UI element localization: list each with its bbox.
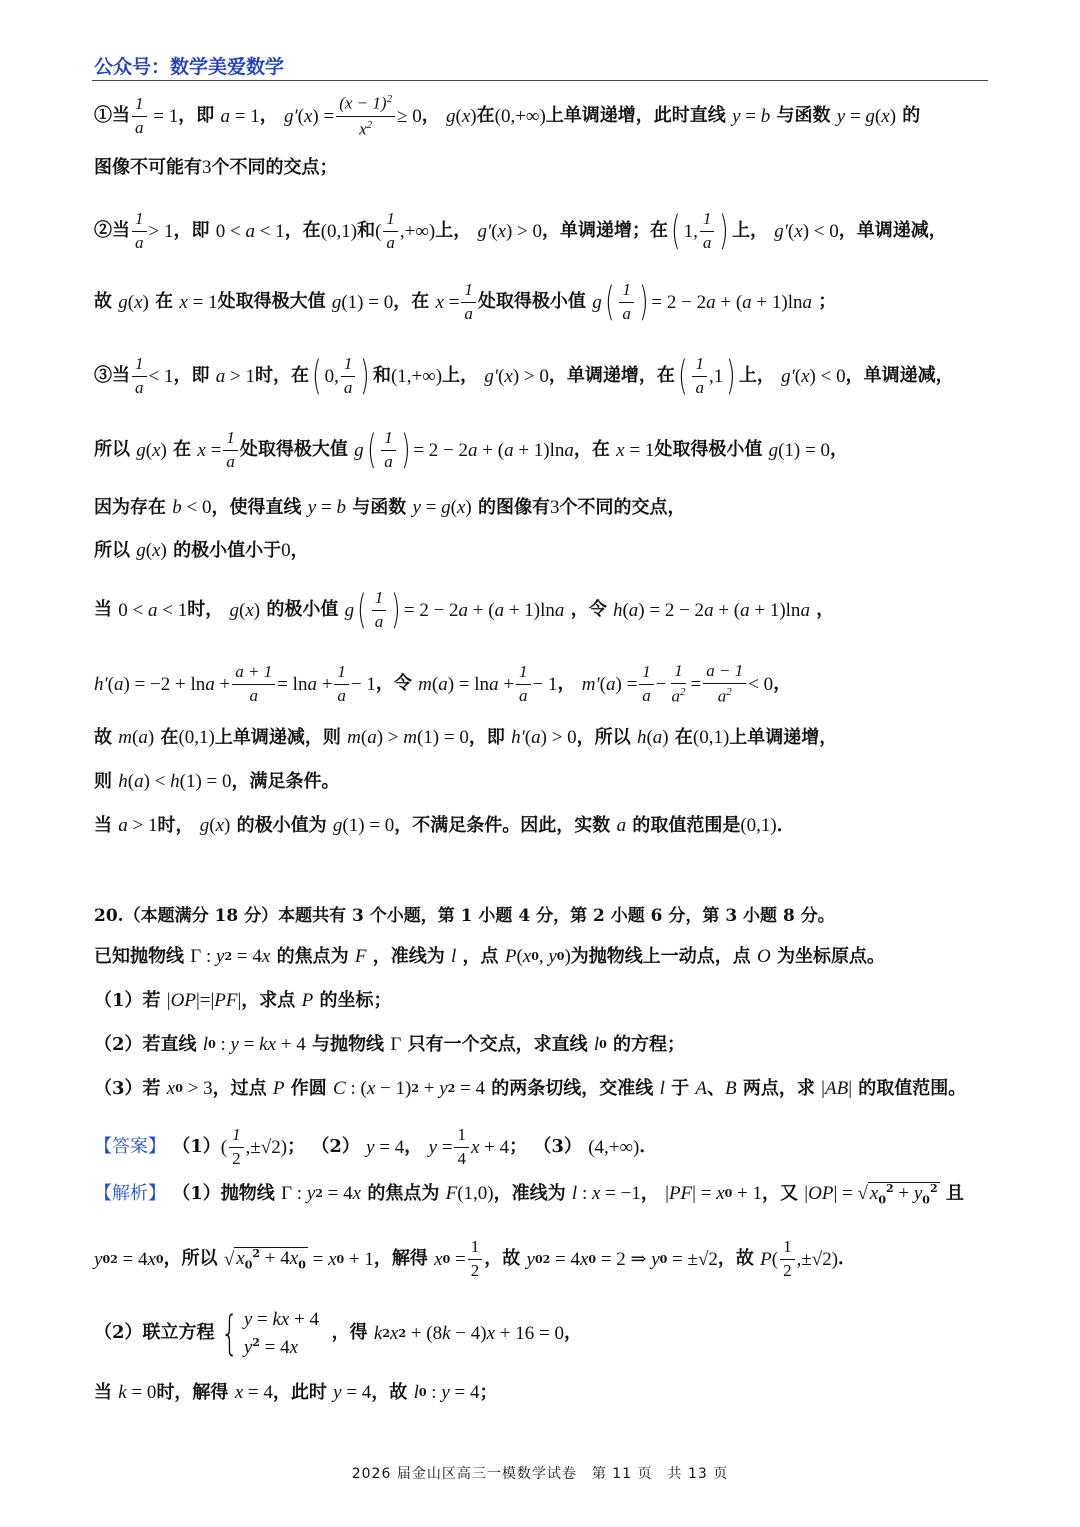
question-20-part-3: （3）若 x 0 > 3 ，过点 P 作圆 C : ( x − 1) 2 + y 2 = 4 的两条切线，交准线 l 于 A 、 B 两点，求 | AB | 的取值范围。 — [94, 1077, 967, 1099]
text-line: ②当 $\frac{1}{a}$ > 1 ，即 0 < a < 1 ，在 (0,1) 和 ( $\frac{1}{a}$ ,+∞) 上， g′ ( x ) > 0 ，单调递增；在 ( 1, $\frac{1}{a}$ ) 上， g′ ( x ) < 0 ，单调递减， — [94, 208, 947, 254]
text-line: 则 h ( a ) < h (1) = 0 ，满足条件。 — [94, 770, 340, 792]
analysis-line-1: 【解析】 （1）抛物线 Γ : y 2 = 4 x 的焦点为 F (1,0) ，准线为 l : x = −1 ， | PF | = x 0 + 1 ，又 | OP | = √ $x_0^2 + y_0^2$ 且 — [94, 1182, 964, 1207]
text-line: 所以 g ( x ) 在 x = $\frac{1}{a}$ 处取得极大值 g ( $\frac{1}{a}$ ) = 2 − 2 a + ( a + 1)ln a ，在 x = 1 处取得极小值 g (1) = 0 ， — [94, 427, 848, 473]
text-line: 所以 g ( x ) 的极小值小于 0 ， — [94, 539, 309, 561]
analysis-line-3: （2）联立方程 { y = kx + 4 $y^2 = 4x$ ，得 k 2 x 2 + (8 k − 4) x + 16 = 0 ， — [94, 1306, 582, 1360]
text-line: 故 g ( x ) 在 x = 1 处取得极大值 g (1) = 0 ，在 x = $\frac{1}{a}$ 处取得极小值 g ( $\frac{1}{a}$ ) = 2 − 2 a + ( a + 1)ln a ； — [94, 279, 837, 325]
question-20-stem: 已知抛物线 Γ : y 2 = 4 x 的焦点为 F ，准线为 l ，点 P ( x 0 , y 0 ) 为抛物线上一动点，点 O 为坐标原点。 — [94, 945, 886, 967]
text-line: 当 0 < a < 1 时， g ( x ) 的极小值 g ( $\frac{1}{a}$ ) = 2 − 2 a + ( a + 1)ln a ，令 h ( a ) = 2 − 2 a + ( a + 1)ln a ， — [94, 587, 835, 633]
analysis-line-4: 当 k = 0 时，解得 x = 4 ，此时 y = 4 ，故 l 0 : y = 4 ； — [94, 1381, 498, 1403]
header-title: 公众号：数学美爱数学 — [94, 56, 285, 78]
header-divider — [92, 80, 988, 81]
text-line: ③当 $\frac{1}{a}$ < 1 ，即 a > 1 时，在 ( 0, $\frac{1}{a}$ ) 和 (1,+∞) 上， g′ ( x ) > 0 ，单调递增，在 ( $\frac{1}{a}$ ,1 ) 上， g′ ( x ) < 0 ，单调递减， — [94, 353, 954, 399]
text-line: 当 a > 1 时， g ( x ) 的极小值为 g (1) = 0 ，不满足条件。因此，实数 a 的取值范围是 (0,1) ． — [94, 814, 795, 836]
analysis-tag: 【解析】 — [94, 1182, 166, 1204]
text-line: ①当 $\frac{1}{a}$ = 1 ，即 a = 1 ， g′ ( x ) = $\frac{(x - 1)^2}{x^2}$ ≥ 0 ， g ( x ) 在 (0,+∞) 上单调递增，此时直线 y = b 与函数 y = g ( x ) 的 — [94, 93, 921, 139]
question-20-part-2: （2）若直线 l 0 : y = kx + 4 与抛物线 Γ 只有一个交点，求直线 l 0 的方程； — [94, 1033, 686, 1055]
text-line: 因为存在 b < 0 ，使得直线 y = b 与函数 y = g ( x ) 的图像有 3 个不同的交点， — [94, 496, 686, 518]
analysis-line-2: y 0 2 = 4 x 0 ，所以 √ $x_0^2 + 4x_0$ = x 0 + 1 ，解得 x 0 = $\frac{1}{2}$ ，故 y 0 2 = 4 x 0 = 2 ⇒ y 0 = ±√2 ，故 P ( $\frac{1}{2}$ ,±√2) ． — [94, 1236, 857, 1280]
text-line: h′ ( a ) = −2 + ln a + $\frac{a + 1}{a}$ = ln a + $\frac{1}{a}$ − 1 ，令 m ( a ) = ln a + $\frac{1}{a}$ − 1 ， m′ ( a ) = $\frac{1}{a}$ − $\frac{1}{a^2}$ = $\frac{a - 1}{a^2}$ < 0 ， — [94, 660, 792, 706]
answer-tag: 【答案】 — [94, 1136, 166, 1157]
text-line: 故 m ( a ) 在 (0,1) 上单调递减，则 m ( a ) > m (1) = 0 ，即 h′ ( a ) > 0 ，所以 h ( a ) 在 (0,1) 上单调递增， — [94, 726, 838, 748]
question-20-header: 20.（本题满分 18 分）本题共有 3 个小题，第 1 小题 4 分，第 2 小题 6 分，第 3 小题 8 分。 — [94, 906, 835, 926]
question-20-part-1: （1）若 | OP |=| PF | ，求点 P 的坐标； — [94, 989, 392, 1011]
answer-line: 【答案】 （1） ( $\frac{1}{2}$ ,±√2) ； （2） y = 4 ， y = $\frac{1}{4}$ x + 4 ； （3） (4,+∞) ． — [94, 1124, 658, 1168]
page-footer: 2026 届金山区高三一模数学试卷 第 11 页 共 13 页 — [351, 1466, 729, 1482]
case-1-label: ①当 — [94, 105, 130, 126]
text-line: 图像不可能有 3 个不同的交点； — [94, 156, 338, 178]
